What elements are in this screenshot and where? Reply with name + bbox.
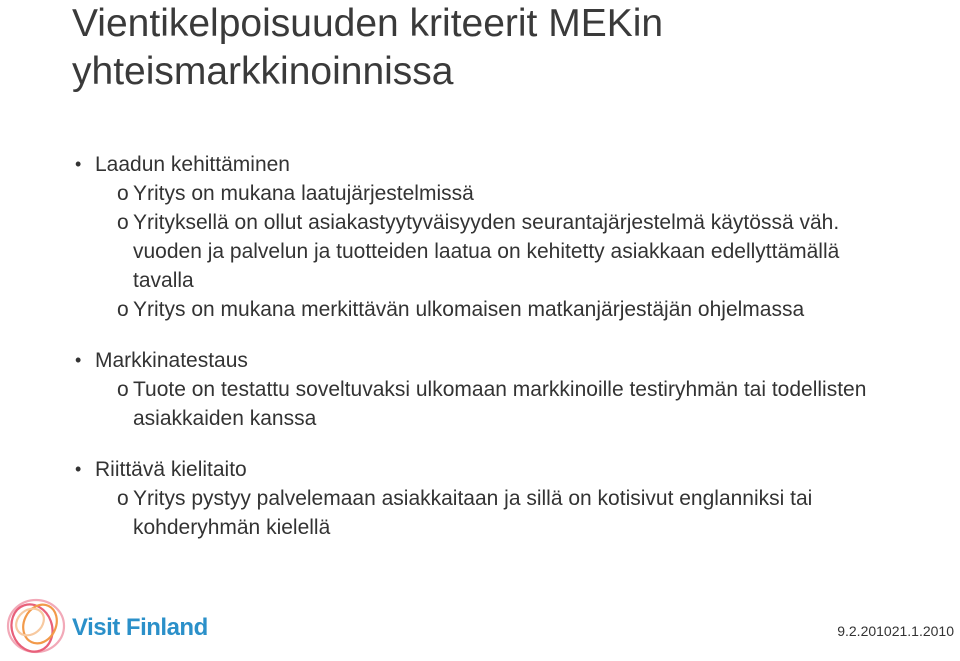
bullet-item — [75, 455, 935, 484]
sub-item-text: Tuote on testattu soveltuvaksi ulkomaan markkinoille testiryhmän tai todellisten asiakkaiden kanssa — [133, 378, 867, 430]
section-markkinatestaus — [75, 346, 935, 433]
sub-list — [75, 375, 935, 433]
slide-title-line-1: Vientikelpoisuuden kriteerit MEKin — [72, 2, 664, 45]
bullet-item — [75, 346, 935, 375]
sub-item-text: Yritys on mukana laatujärjestelmissä — [133, 182, 474, 205]
sub-item — [117, 375, 935, 433]
sub-marker: o — [117, 378, 129, 401]
sub-item — [117, 208, 935, 295]
section-laadun-kehittaminen — [75, 150, 935, 324]
sub-item-text: Yritys on mukana merkittävän ulkomaisen matkanjärjestäjän ohjelmassa — [133, 298, 805, 321]
bullet-heading: Markkinatestaus — [95, 349, 248, 372]
bullet-heading: Laadun kehittäminen — [95, 153, 290, 176]
sub-list — [75, 484, 935, 542]
sub-marker: o — [117, 211, 129, 234]
sub-item — [117, 179, 935, 208]
section-riittava-kielitaito — [75, 455, 935, 542]
slide-content — [75, 150, 935, 564]
sub-item — [117, 484, 935, 542]
sub-item-text: Yrityksellä on ollut asiakastyytyväisyyden seurantajärjestelmä käytössä väh. vuoden ja palvelun ja tuotteiden laatua on kehitetty asiakkaan edellyttämällä tavalla — [133, 211, 840, 292]
sub-marker: o — [117, 182, 129, 205]
bullet-marker: • — [75, 154, 82, 174]
bullet-item — [75, 150, 935, 179]
bullet-marker: • — [75, 459, 82, 479]
slide-title-line-2: yhteismarkkinoinnissa — [72, 50, 454, 93]
visit-finland-logo-text: Visit Finland — [72, 614, 208, 641]
sub-list — [75, 179, 935, 324]
footer-date: 9.2.201021.1.2010 — [837, 623, 954, 639]
slide-title — [72, 0, 932, 96]
bullet-marker: • — [75, 350, 82, 370]
sub-item-text: Yritys pystyy palvelemaan asiakkaitaan ja sillä on kotisivut englanniksi tai kohderyhmän kielellä — [133, 487, 813, 539]
sub-marker: o — [117, 487, 129, 510]
sub-marker: o — [117, 298, 129, 321]
bullet-heading: Riittävä kielitaito — [95, 458, 247, 481]
sub-item — [117, 295, 935, 324]
